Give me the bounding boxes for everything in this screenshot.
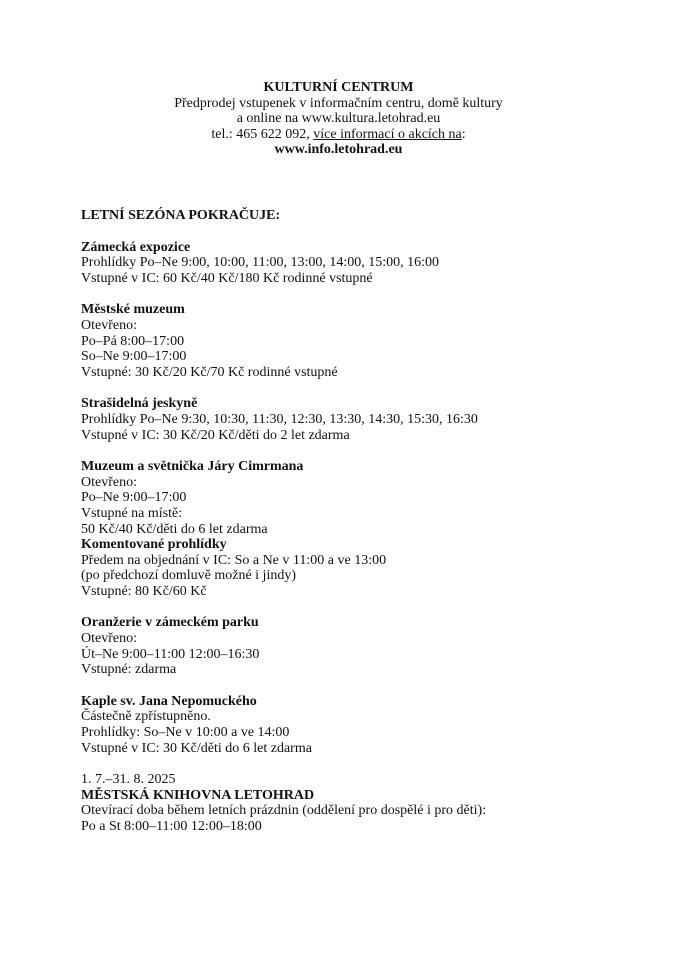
library-title: MĚSTSKÁ KNIHOVNA LETOHRAD <box>81 787 315 803</box>
section-line: Vstupné: 30 Kč/20 Kč/70 Kč rodinné vstupné <box>81 364 338 380</box>
section-line: Otevřeno: <box>81 317 137 333</box>
document-header <box>0 80 677 158</box>
section-line: Prohlídky: So–Ne v 10:00 a ve 14:00 <box>81 725 290 741</box>
section-line: Út–Ne 9:00–11:00 12:00–16:30 <box>81 646 260 662</box>
section-line: Otevřeno: <box>81 631 137 647</box>
header-online-line: a online na www.kultura.letohrad.eu <box>236 111 441 127</box>
section-line: Vstupné v IC: 60 Kč/40 Kč/180 Kč rodinné vstupné <box>81 270 373 286</box>
section-title: Oranžerie v zámeckém parku <box>81 615 259 631</box>
section-zamecka-expozice <box>81 240 661 287</box>
header-presale-line: Předprodej vstupenek v informačním centru, domě kultury <box>174 95 503 111</box>
section-title: Městské muzeum <box>81 302 185 318</box>
library-line: Otevírací doba během letních prázdnin (oddělení pro dospělé i pro děti): <box>81 803 487 819</box>
section-line: Prohlídky Po–Ne 9:00, 10:00, 11:00, 13:00, 14:00, 15:00, 16:00 <box>81 255 440 271</box>
section-line: Vstupné v IC: 30 Kč/děti do 6 let zdarma <box>81 740 312 756</box>
library-hours: Po a St 8:00–11:00 12:00–18:00 <box>81 819 262 834</box>
section-line: Vstupné: 80 Kč/60 Kč <box>81 583 207 599</box>
section-line: Vstupné v IC: 30 Kč/20 Kč/děti do 2 let zdarma <box>81 427 350 443</box>
section-line: Po–Pá 8:00–17:00 <box>81 333 185 349</box>
section-line: Částečně zpřístupněno. <box>81 709 211 725</box>
header-phone-line <box>0 127 677 143</box>
section-strasidelna-jeskyne <box>81 396 661 443</box>
section-knihovna <box>81 772 661 834</box>
section-line: Předem na objednání v IC: So a Ne v 11:00 a ve 13:00 <box>81 552 387 568</box>
library-date: 1. 7.–31. 8. 2025 <box>81 772 176 788</box>
section-line: Vstupné: zdarma <box>81 662 177 678</box>
header-phone: tel.: 465 622 092, <box>211 126 314 142</box>
section-line: 50 Kč/40 Kč/děti do 6 let zdarma <box>81 521 268 537</box>
section-title: Strašidelná jeskyně <box>81 396 198 412</box>
section-line: (po předchozí domluvě možné i jindy) <box>81 568 296 584</box>
section-title: Muzeum a světnička Járy Cimrmana <box>81 459 304 475</box>
section-line: So–Ne 9:00–17:00 <box>81 349 187 365</box>
section-line: Vstupné na místě: <box>81 505 183 521</box>
section-title: Komentované prohlídky <box>81 537 227 553</box>
section-kaple <box>81 694 661 756</box>
section-komentovane-prohlidky <box>81 537 661 599</box>
section-line: Otevřeno: <box>81 474 137 490</box>
section-mestske-muzeum <box>81 302 661 380</box>
header-colon: : <box>461 126 466 142</box>
section-title: Zámecká expozice <box>81 239 191 255</box>
section-title: Kaple sv. Jana Nepomuckého <box>81 693 257 709</box>
section-line: Prohlídky Po–Ne 9:30, 10:30, 11:30, 12:30, 13:30, 14:30, 15:30, 16:30 <box>81 411 478 427</box>
header-website: www.info.letohrad.eu <box>274 142 403 158</box>
header-title: KULTURNÍ CENTRUM <box>263 80 414 95</box>
section-oranzerie <box>81 615 661 677</box>
section-muzeum-cimrmana <box>81 459 661 537</box>
season-heading: LETNÍ SEZÓNA POKRAČUJE: <box>81 208 281 223</box>
header-more-info: více informací o akcích na <box>313 126 462 142</box>
document-content <box>81 208 661 835</box>
section-line: Po–Ne 9:00–17:00 <box>81 490 187 506</box>
